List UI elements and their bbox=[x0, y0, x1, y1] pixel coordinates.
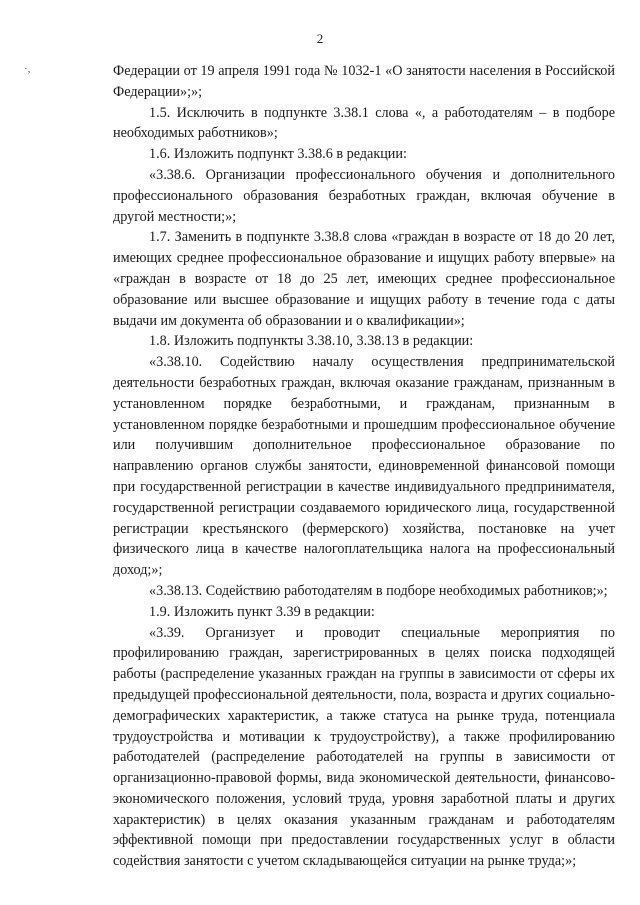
paragraph-1-6: 1.6. Изложить подпункт 3.38.6 в редакции: bbox=[149, 146, 407, 163]
paragraph-1-9: 1.9. Изложить пункт 3.39 в редакции: bbox=[149, 603, 375, 620]
margin-mark: ·, bbox=[24, 63, 31, 75]
paragraph-3-39: «3.39. Организует и проводит специальные мероприятия по профилированию граждан, зарегистрированных в целях поиска подходящей работы (распределение указанных граждан на группы в зависимости от сферы их предыдущей профессиональной деятельности, пола, возраста и других социально-демографических характеристик, а также статуса на рынке труда, потенциала трудоустройства и мотивации к трудоустройству), а также профилированию работодателей (распределение работодателей на группы в зависимости от организационно-правовой формы, вида экономической деятельности, финансово-экономического положения, условий труда, уровня заработной платы и других характеристик) в целях оказания указанным гражданам и работодателям эффективной помощи при предоставлении государственных услуг в области содействия занятости с учетом складывающейся ситуации на рынке труда;»; bbox=[113, 624, 615, 870]
paragraph-continuation: Федерации от 19 апреля 1991 года № 1032-1 «О занятости населения в Российской Федерации»;»; bbox=[113, 63, 615, 100]
document-body bbox=[113, 61, 615, 872]
paragraph-3-38-10: «3.38.10. Содействию началу осуществления предпринимательской деятельности безработных граждан, включая оказание гражданам, признанным в установленном порядке безработными, и гражданам, признанным в установленном порядке безработными и прошедшим профессиональное обучение или получившим дополнительное профессиональное образование по направлению органов службы занятости, единовременной финансовой помощи при государственной регистрации в качестве индивидуального предпринимателя, государственной регистрации создаваемого юридического лица, государственной регистрации крестьянского (фермерского) хозяйства, постановке на учет физического лица в качестве налогоплательщика налога на профессиональный доход;»; bbox=[113, 354, 615, 579]
paragraph-3-38-6: «3.38.6. Организации профессионального обучения и дополнительного профессионального образования безработных граждан, включая обучение в другой местности;»; bbox=[113, 166, 615, 225]
paragraph-3-38-13: «3.38.13. Содействию работодателям в подборе необходимых работников;»; bbox=[149, 582, 608, 599]
page-number: 2 bbox=[316, 31, 324, 46]
paragraph-1-7: 1.7. Заменить в подпункте 3.38.8 слова «граждан в возрасте от 18 до 20 лет, имеющих среднее профессиональное образование и ищущих работу впервые» на «граждан в возрасте от 18 до 25 лет, имеющих среднее профессиональное образование или высшее образование и ищущих работу в течение года с даты выдачи им документа об образовании и о квалификации»; bbox=[113, 229, 615, 329]
paragraph-1-8: 1.8. Изложить подпункты 3.38.10, 3.38.13 в редакции: bbox=[149, 333, 474, 350]
paragraph-1-5: 1.5. Исключить в подпункте 3.38.1 слова «, а работодателям – в подборе необходимых работников»; bbox=[113, 104, 615, 142]
